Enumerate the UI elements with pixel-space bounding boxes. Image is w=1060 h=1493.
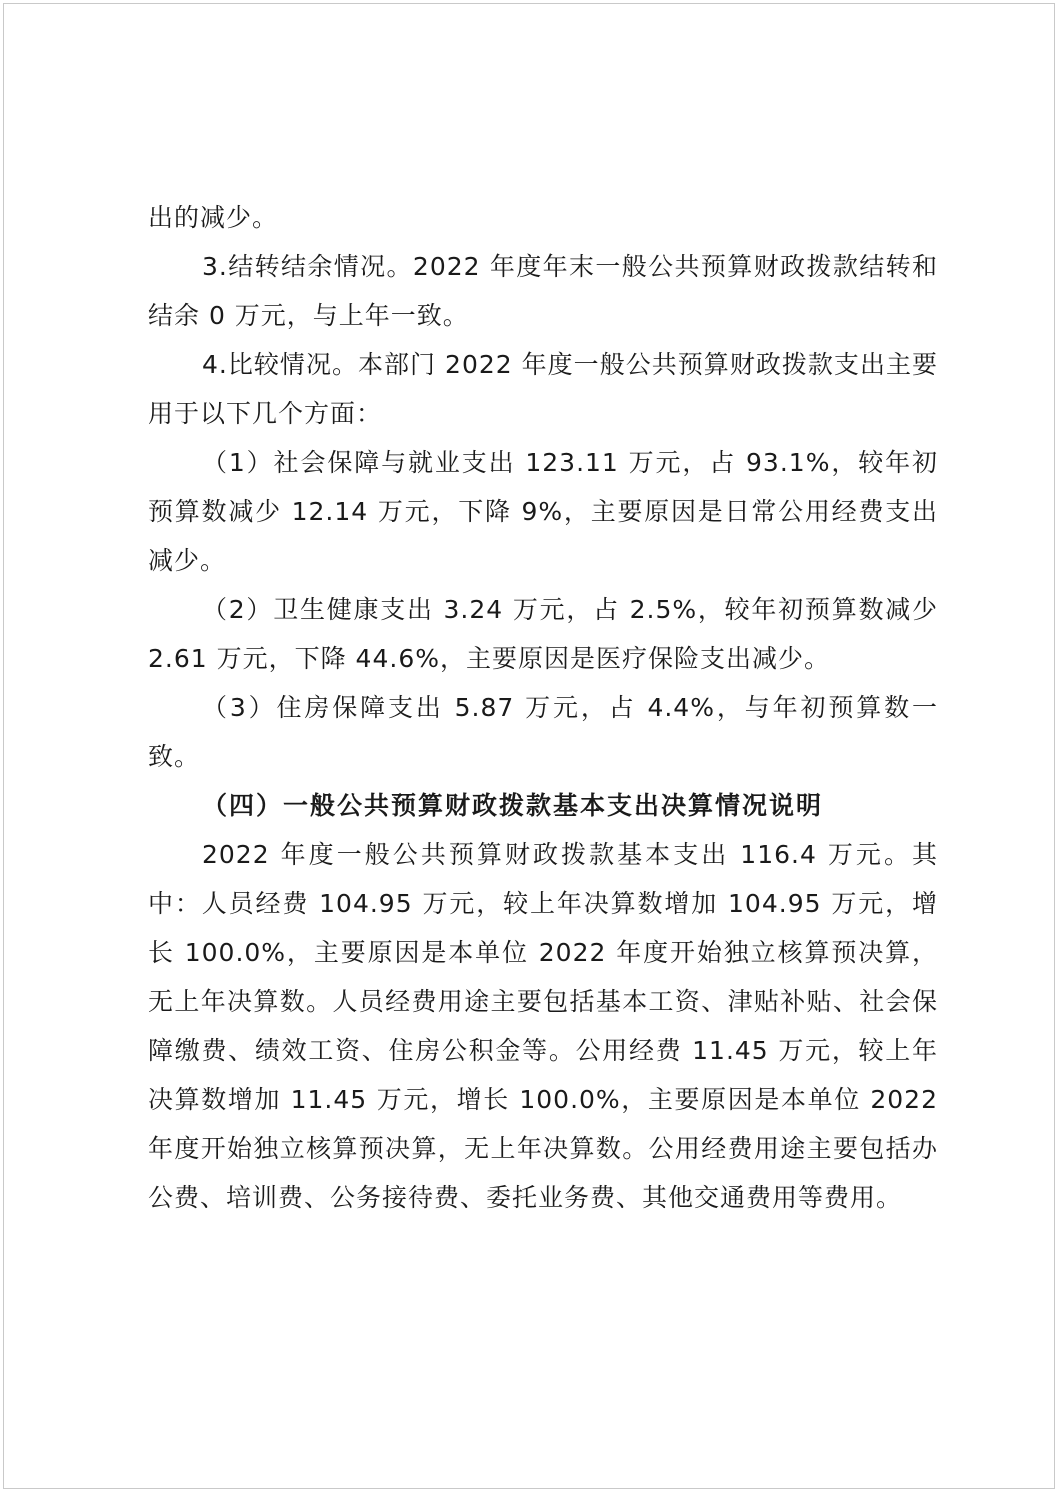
paragraph-carryover-balance: 3.结转结余情况。2022 年度年末一般公共预算财政拨款结转和结余 0 万元，与上年一致。 [148, 252, 938, 330]
paragraph-health: （2）卫生健康支出 3.24 万元，占 2.5%，较年初预算数减少 2.61 万元，下降 44.6%，主要原因是医疗保险支出减少。 [148, 595, 938, 673]
paragraph-basic-expenditure: 2022 年度一般公共预算财政拨款基本支出 116.4 万元。其中：人员经费 104.95 万元，较上年决算数增加 104.95 万元，增长 100.0%，主要原因是本单位 2022 年度开始独立核算预决算，无上年决算数。人员经费用途主要包括基本工资、津贴补贴、社会保障缴费、绩效工资、住房公积金等。公用经费 11.45 万元，较上年决算数增加 11.45 万元，增长 100.0%，主要原因是本单位 2022 年度开始独立核算预决算，无上年决算数。公用经费用途主要包括办公费、培训费、公务接待费、委托业务费、其他交通费用等费用。 [148, 840, 938, 1212]
paragraph-social-security: （1）社会保障与就业支出 123.11 万元，占 93.1%，较年初预算数减少 12.14 万元，下降 9%，主要原因是日常公用经费支出减少。 [148, 448, 938, 575]
section-heading: （四）一般公共预算财政拨款基本支出决算情况说明 [202, 791, 824, 820]
document-body [148, 193, 938, 1222]
paragraph-housing: （3）住房保障支出 5.87 万元，占 4.4%，与年初预算数一致。 [148, 693, 938, 771]
paragraph-continuation: 出的减少。 [148, 203, 279, 232]
paragraph-comparison: 4.比较情况。本部门 2022 年度一般公共预算财政拨款支出主要用于以下几个方面： [148, 350, 938, 428]
